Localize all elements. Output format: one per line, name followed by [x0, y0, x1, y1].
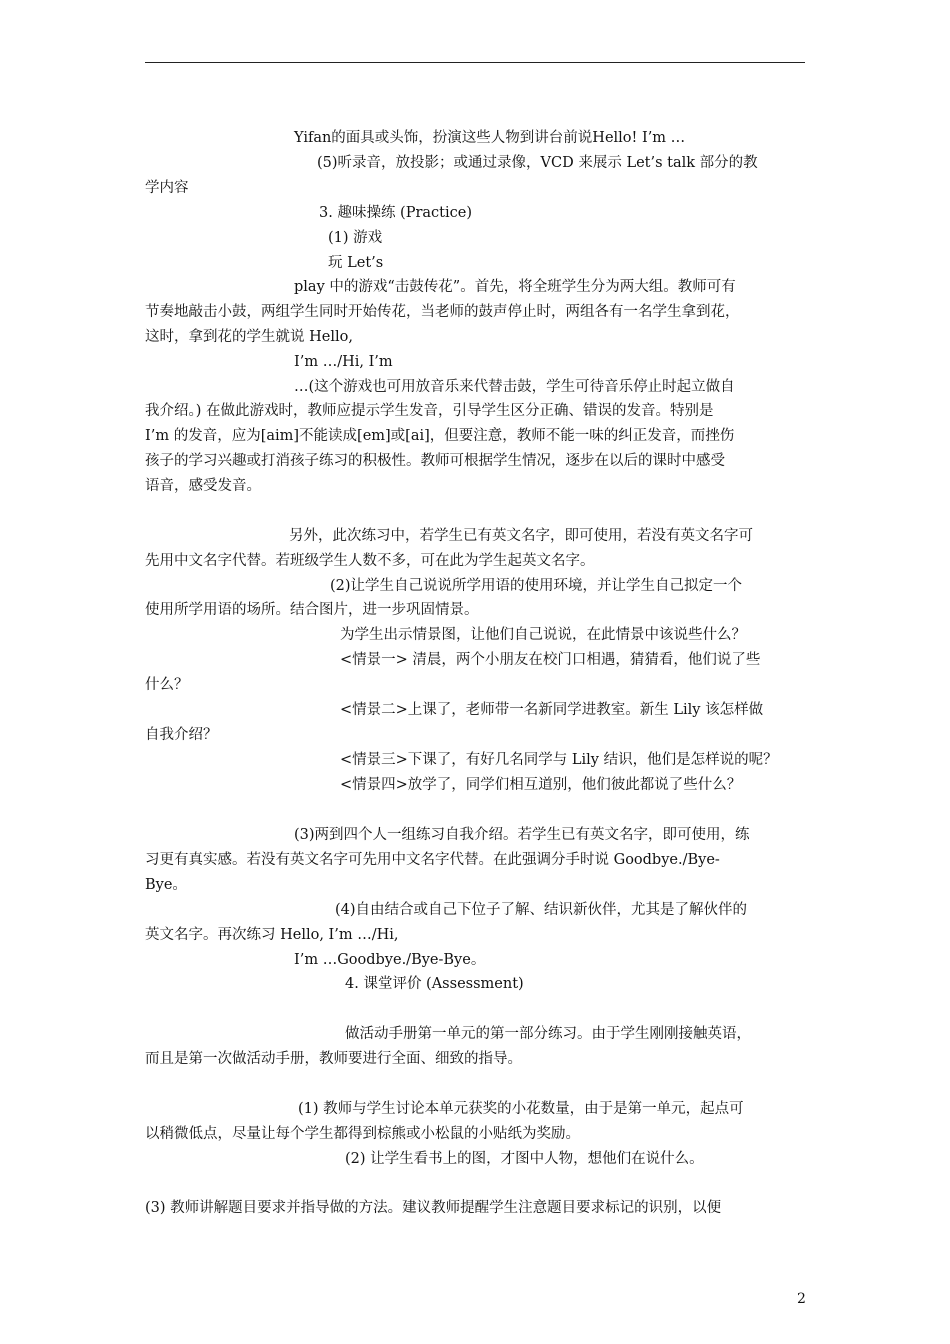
- text-line: play 中的游戏“击鼓传花”。首先，将全班学生分为两大组。教师可有: [294, 279, 736, 295]
- text-line: (4)自由结合或自己下位子了解、结识新伙伴，尤其是了解伙伴的: [335, 902, 748, 918]
- text-line: <情景四>放学了，同学们相互道别，他们彼此都说了些什么？: [340, 777, 742, 793]
- text-line: 习更有真实感。若没有英文名字可先用中文名字代替。在此强调分手时说 Goodbye./Bye-: [145, 852, 720, 868]
- text-line: (2)让学生自己说说所学用语的使用环境，并让学生自己拟定一个: [330, 578, 743, 594]
- page-number: 2: [797, 1291, 806, 1307]
- text-line: I’m 的发音，应为[aim]不能读成[em]或[ai]，但要注意，教师不能一味的纠正发音，而挫伤: [145, 428, 735, 444]
- text-line: (1) 游戏: [328, 230, 383, 246]
- text-line: 我介绍。) 在做此游戏时，教师应提示学生发音，引导学生区分正确、错误的发音。特别是: [145, 403, 714, 419]
- text-line: 语音，感受发音。: [145, 478, 261, 494]
- text-line: …(这个游戏也可用放音乐来代替击鼓，学生可待音乐停止时起立做自: [294, 379, 735, 395]
- text-line: Yifan的面具或头饰，扮演这些人物到讲台前说Hello! I’m …: [294, 130, 686, 146]
- text-line: 而且是第一次做活动手册，教师要进行全面、细致的指导。: [145, 1051, 522, 1067]
- text-line: 学内容: [145, 180, 189, 196]
- text-line: 这时，拿到花的学生就说 Hello,: [145, 329, 353, 345]
- text-line: 先用中文名字代替。若班级学生人数不多，可在此为学生起英文名字。: [145, 553, 595, 569]
- text-line: (1) 教师与学生讨论本单元获奖的小花数量，由于是第一单元，起点可: [298, 1101, 744, 1117]
- text-line: Bye。: [145, 877, 187, 893]
- text-line: 孩子的学习兴趣或打消孩子练习的积极性。教师可根据学生情况，逐步在以后的课时中感受: [145, 453, 725, 469]
- text-line: (5)听录音，放投影；或通过录像，VCD 来展示 Let’s talk 部分的教: [317, 155, 758, 171]
- text-line: I’m …Goodbye./Bye-Bye。: [294, 952, 486, 968]
- section-heading: 4. 课堂评价 (Assessment): [345, 976, 524, 992]
- text-line: 做活动手册第一单元的第一部分练习。由于学生刚刚接触英语，: [345, 1026, 751, 1042]
- text-line: 以稍微低点，尽量让每个学生都得到棕熊或小松鼠的小贴纸为奖励。: [145, 1126, 580, 1142]
- text-line: 什么？: [145, 677, 189, 693]
- text-line: 英文名字。再次练习 Hello, I’m …/Hi,: [145, 927, 399, 943]
- text-line: 为学生出示情景图，让他们自己说说，在此情景中该说些什么？: [340, 627, 746, 643]
- text-line: I’m …/Hi, I’m: [294, 354, 393, 370]
- text-line: <情景一> 清晨，两个小朋友在校门口相遇，猜猜看，他们说了些: [340, 652, 761, 668]
- section-heading: 3. 趣味操练 (Practice): [319, 205, 472, 221]
- text-line: 节奏地敲击小鼓，两组学生同时开始传花，当老师的鼓声停止时，两组各有一名学生拿到花，: [145, 304, 740, 320]
- text-line: 玩 Let’s: [328, 255, 384, 271]
- text-line: (2) 让学生看书上的图，才图中人物，想他们在说什么。: [345, 1151, 704, 1167]
- text-line: (3)两到四个人一组练习自我介绍。若学生已有英文名字，即可使用，练: [294, 827, 750, 843]
- header-rule: [145, 62, 805, 63]
- text-line: <情景二>上课了，老师带一名新同学进教室。新生 Lily 该怎样做: [340, 702, 764, 718]
- text-line: (3) 教师讲解题目要求并指导做的方法。建议教师提醒学生注意题目要求标记的识别，以便: [145, 1200, 722, 1216]
- text-line: 使用所学用语的场所。结合图片，进一步巩固情景。: [145, 602, 479, 618]
- text-line: 另外，此次练习中，若学生已有英文名字，即可使用，若没有英文名字可: [289, 528, 753, 544]
- text-line: <情景三>下课了，有好几名同学与 Lily 结识，他们是怎样说的呢？: [340, 752, 778, 768]
- text-line: 自我介绍？: [145, 727, 218, 743]
